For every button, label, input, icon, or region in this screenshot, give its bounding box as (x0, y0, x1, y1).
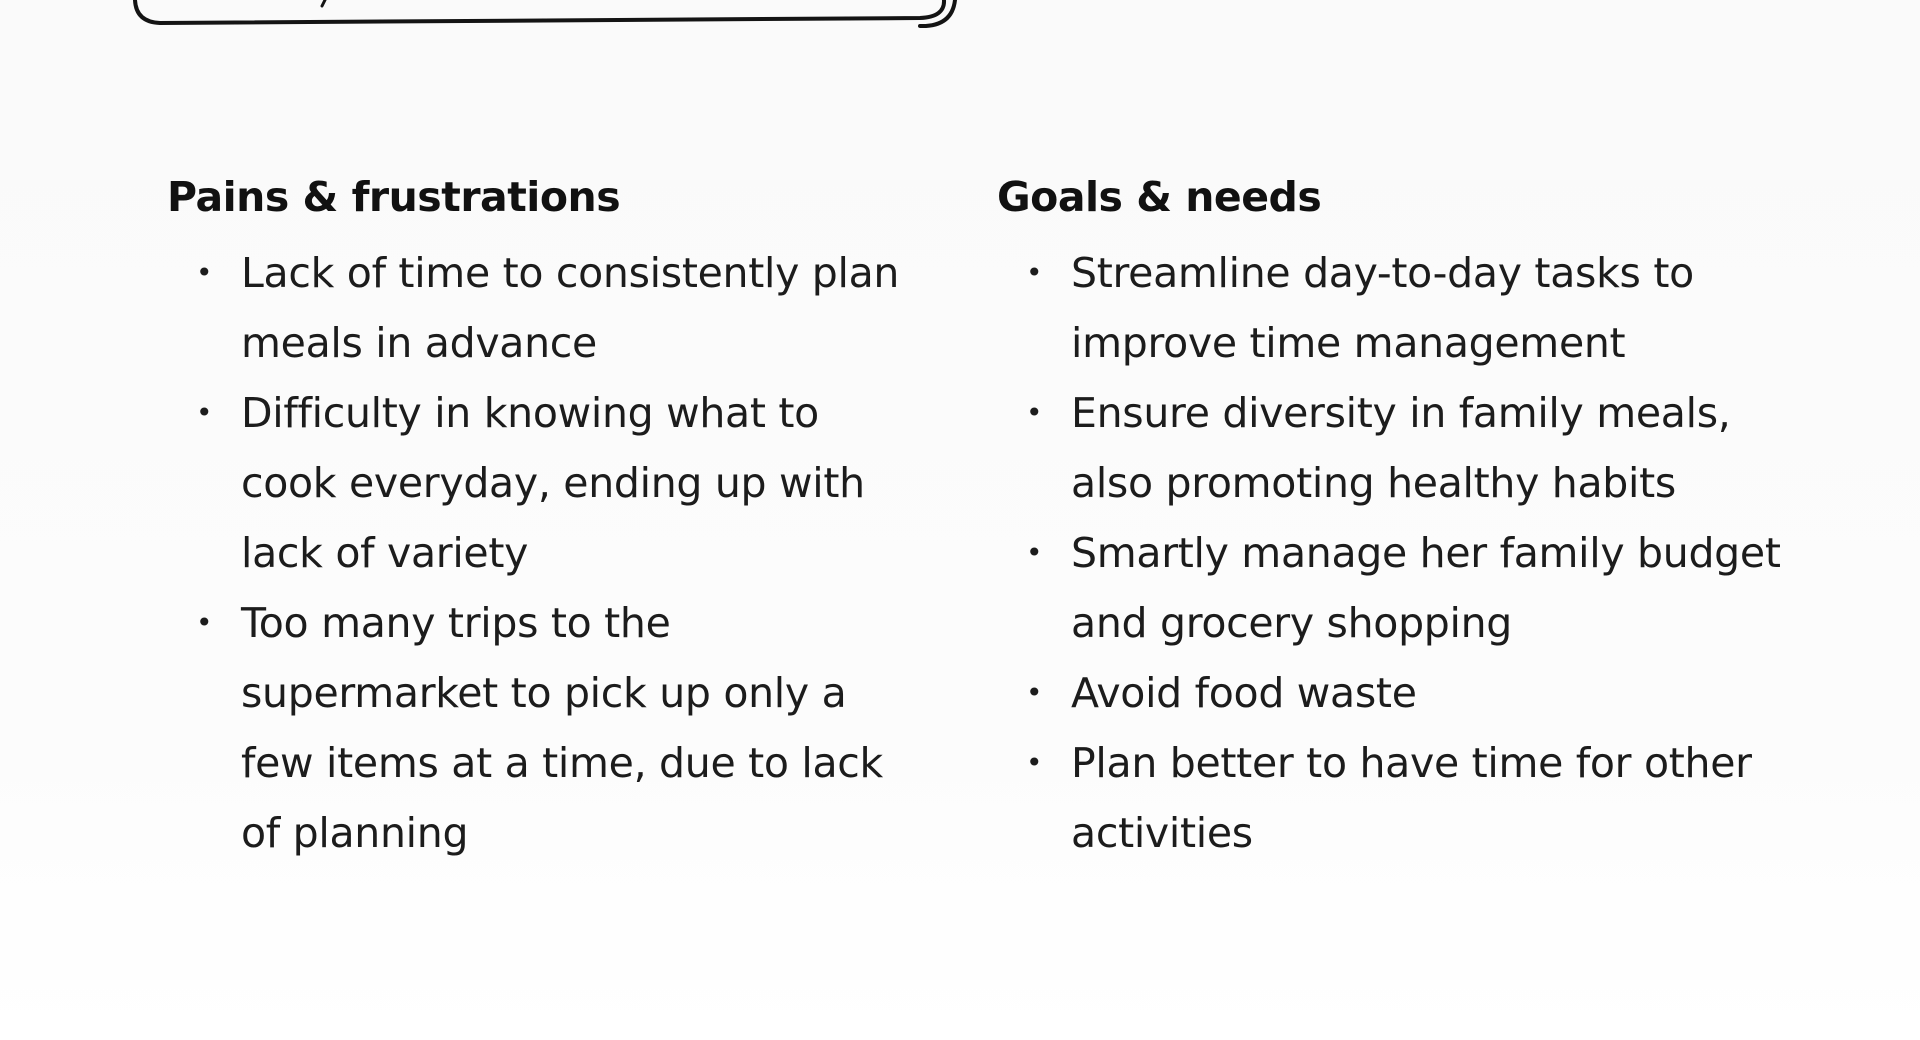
bullet-icon: • (1026, 676, 1043, 709)
goals-section (997, 168, 1781, 868)
list-item (997, 378, 1791, 518)
list-item (167, 378, 921, 588)
list-item-text: Ensure diversity in family meals, also promoting healthy habits (1071, 389, 1731, 507)
sketch-box-bottom-edge (0, 0, 1000, 40)
list-item (997, 518, 1791, 658)
list-item (997, 728, 1791, 868)
bullet-icon: • (196, 256, 213, 289)
pains-heading: Pains & frustrations (167, 173, 621, 221)
bullet-icon: • (1026, 746, 1043, 779)
pains-list (167, 238, 927, 868)
goals-list (997, 238, 1781, 868)
list-item (997, 238, 1791, 378)
list-item-text: Lack of time to consistently plan meals in advance (241, 249, 900, 367)
list-item (167, 238, 921, 378)
bullet-icon: • (196, 606, 213, 639)
list-item-text: Avoid food waste (1071, 669, 1417, 717)
bullet-icon: • (196, 396, 213, 429)
list-item (167, 588, 921, 868)
pains-section (167, 168, 927, 868)
list-item-text: Smartly manage her family budget and grocery shopping (1071, 529, 1781, 647)
bullet-icon: • (1026, 536, 1043, 569)
goals-heading: Goals & needs (997, 173, 1322, 221)
bullet-icon: • (1026, 256, 1043, 289)
list-item-text: Difficulty in knowing what to cook everyday, ending up with lack of variety (241, 389, 865, 577)
list-item (997, 658, 1791, 728)
list-item-text: Too many trips to the supermarket to pick up only a few items at a time, due to lack of planning (241, 599, 883, 857)
bullet-icon: • (1026, 396, 1043, 429)
list-item-text: Streamline day-to-day tasks to improve time management (1071, 249, 1694, 367)
list-item-text: Plan better to have time for other activities (1071, 739, 1752, 857)
